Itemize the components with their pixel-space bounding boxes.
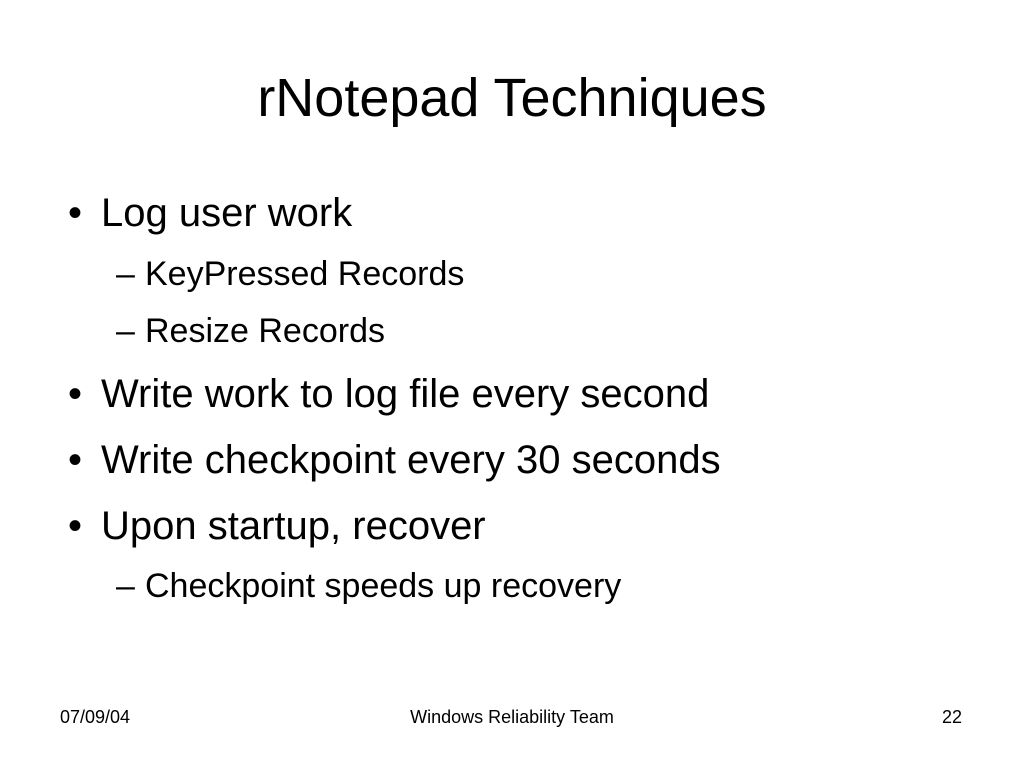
bullet-marker: • [67,438,82,482]
bullet-text: Write work to log file every second [101,372,710,416]
footer-date: 07/09/04 [60,707,131,727]
sub-item-text: KeyPressed Records [145,255,465,293]
footer-page-number: 22 [941,707,962,727]
sub-marker: – [116,567,135,605]
bullet-marker: • [67,372,82,416]
bullet-marker: • [67,191,82,235]
bullet-marker: • [67,504,82,548]
sub-item-text: Checkpoint speeds up recovery [145,567,622,605]
bullet-text: Upon startup, recover [101,504,486,548]
sub-marker: – [116,255,135,293]
footer-title: Windows Reliability Team [410,707,614,727]
bullet-text: Log user work [101,191,353,235]
slide-title: rNotepad Techniques [257,68,767,128]
sub-item-text: Resize Records [145,312,385,350]
bullet-text: Write checkpoint every 30 seconds [101,438,721,482]
sub-marker: – [116,312,135,350]
